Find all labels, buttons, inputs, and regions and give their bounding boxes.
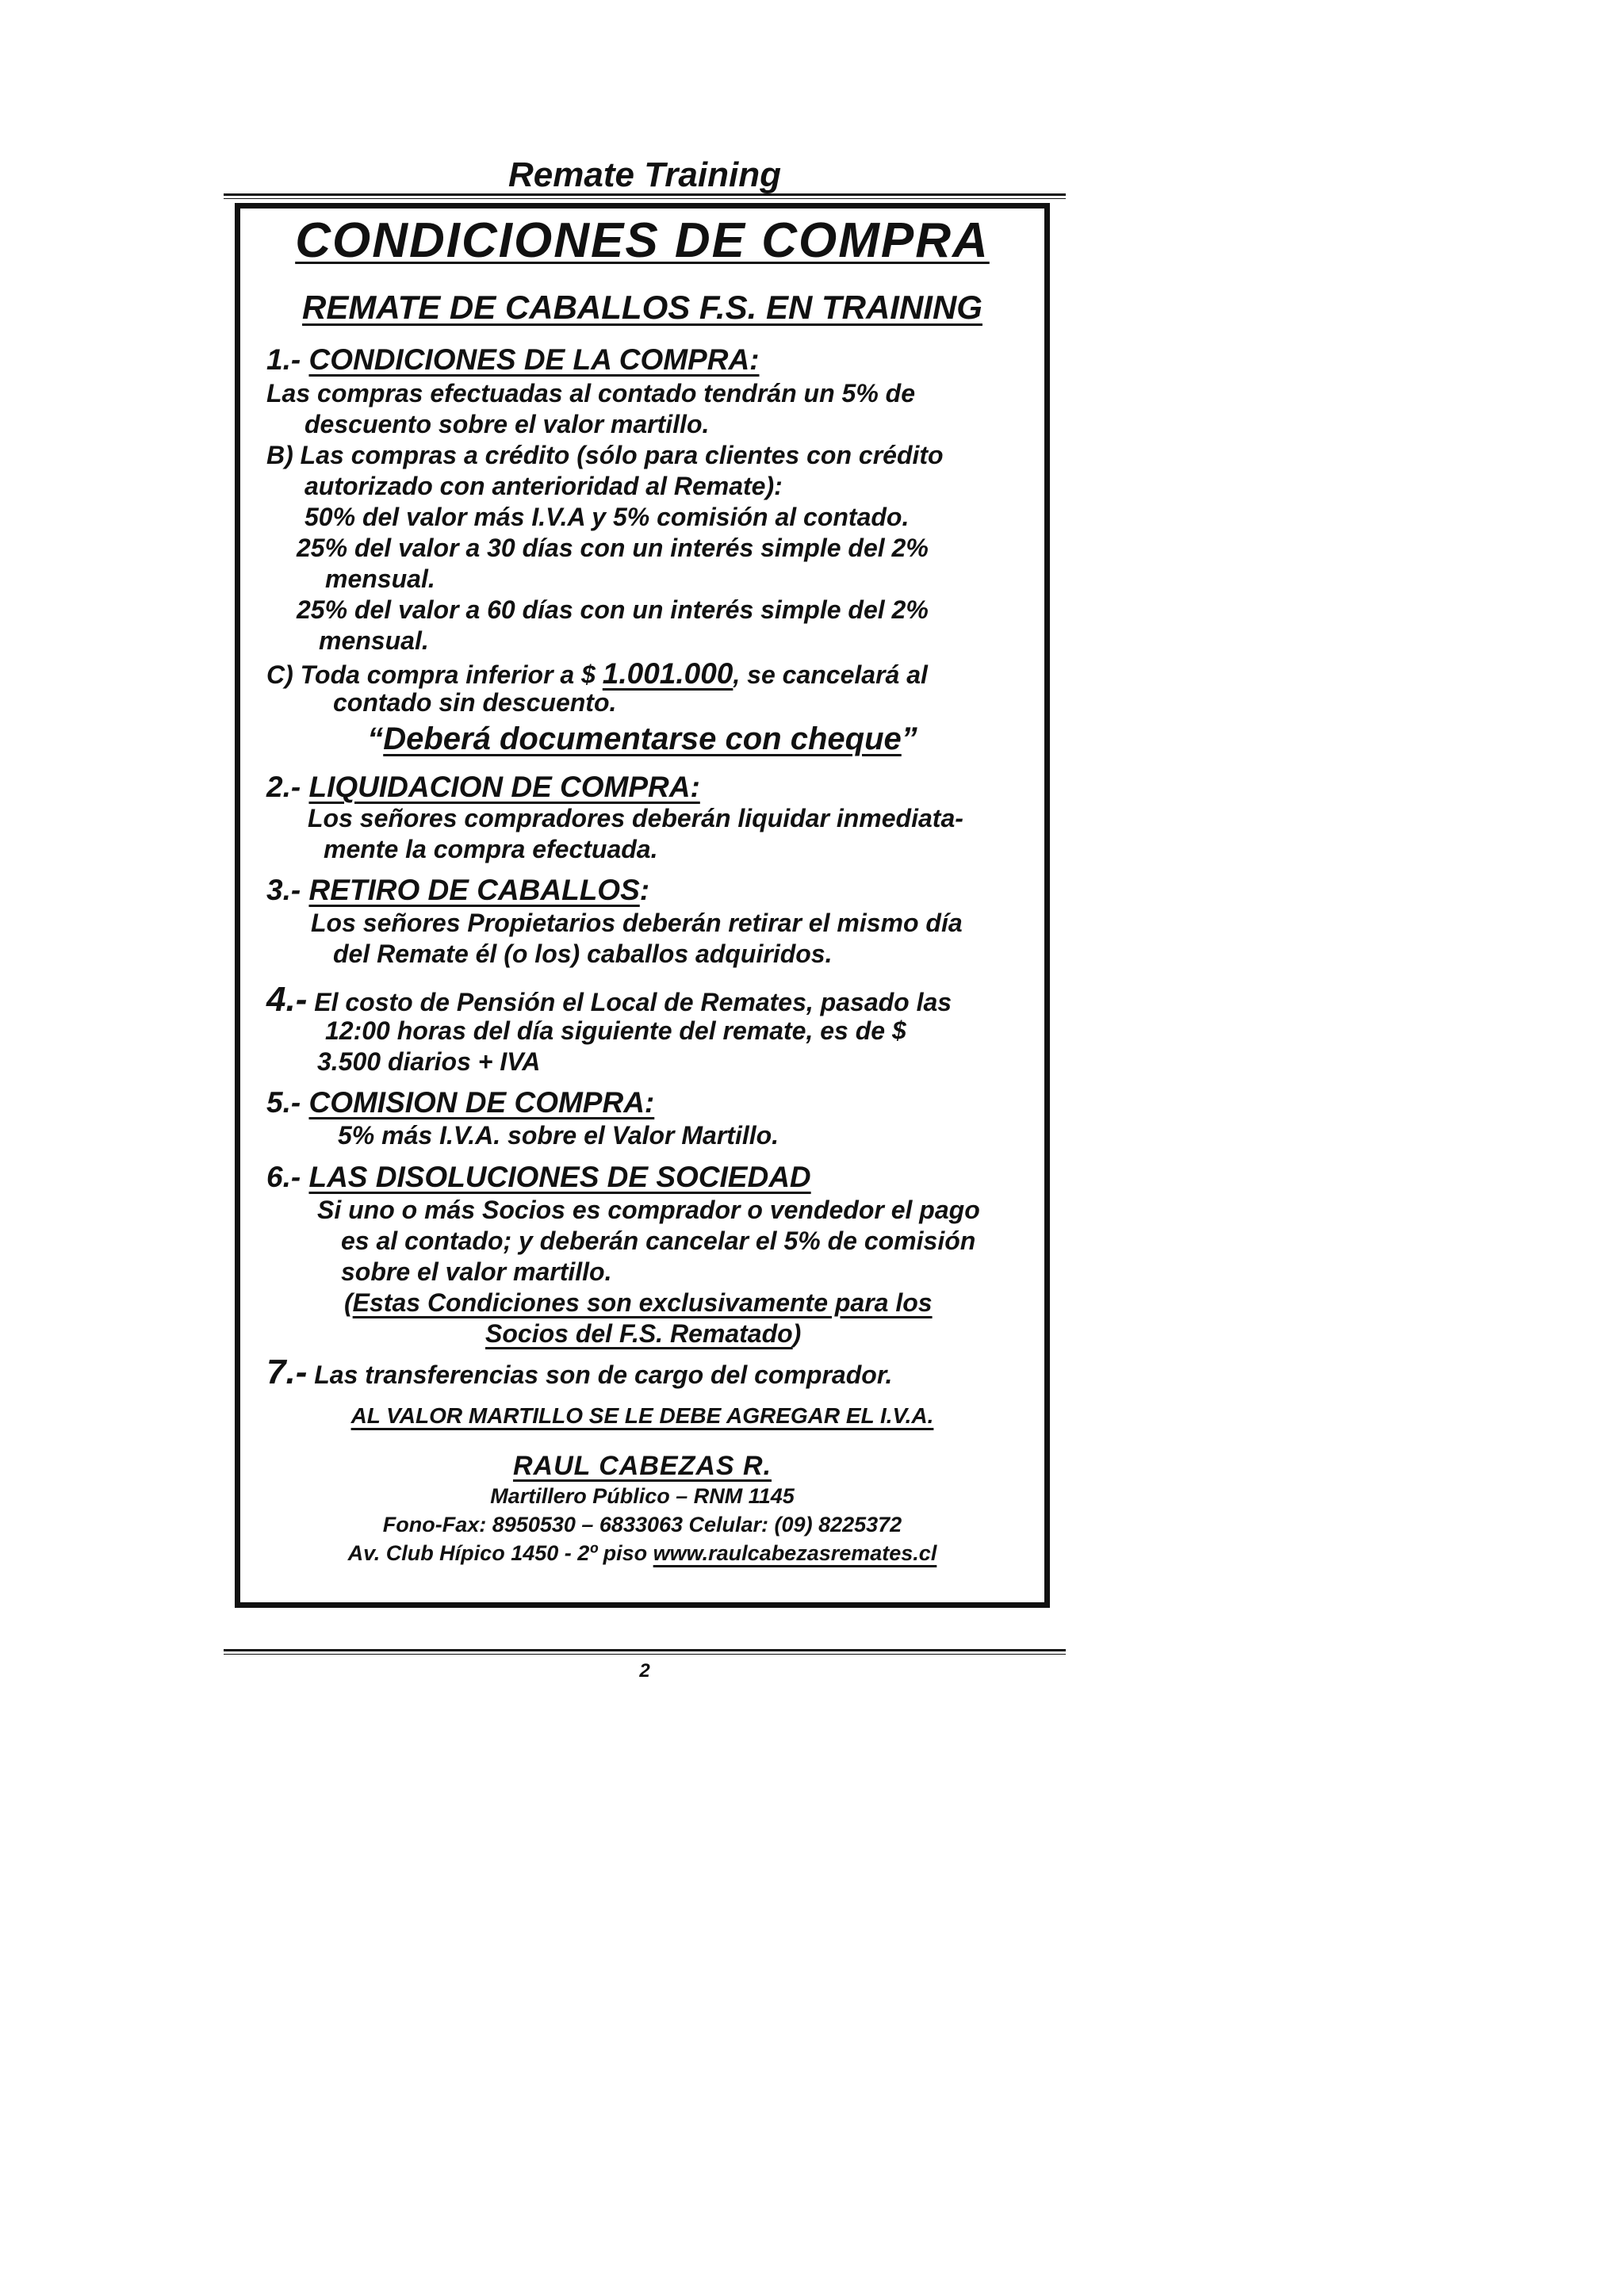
signature-role: Martillero Público – RNM 1145 (490, 1484, 795, 1508)
s1-line: contado sin descuento. (333, 688, 617, 717)
footer-rule (224, 1649, 1066, 1651)
signature-phone: Fono-Fax: 8950530 – 6833063 Celular: (09) 8225372 (382, 1513, 902, 1536)
signature-address: Av. Club Hípico 1450 - 2º piso www.raulcabezasremates.cl (347, 1541, 937, 1565)
s1-line: 25% del valor a 30 días con un interés simple del 2% (297, 534, 929, 562)
section-2-heading: 2.- LIQUIDACION DE COMPRA: (266, 771, 700, 803)
s1-line: 50% del valor más I.V.A y 5% comisión al contado. (304, 503, 910, 531)
s1-line: autorizado con anterioridad al Remate): (304, 472, 783, 500)
page-subtitle: REMATE DE CABALLOS F.S. EN TRAINING (302, 289, 982, 326)
s6-line: sobre el valor martillo. (341, 1257, 612, 1286)
s2-line: Los señores compradores deberán liquidar inmediata- (308, 804, 963, 832)
s2-line: mente la compra efectuada. (324, 835, 658, 863)
s3-line: Los señores Propietarios deberán retirar el mismo día (311, 909, 963, 937)
cheque-note: “Deberá documentarse con cheque” (367, 721, 917, 756)
page-title: CONDICIONES DE COMPRA (295, 213, 990, 268)
header-rule (224, 193, 1066, 196)
website-link[interactable]: www.raulcabezasremates.cl (653, 1541, 937, 1565)
iva-notice: AL VALOR MARTILLO SE LE DEBE AGREGAR EL I.V.A. (350, 1403, 934, 1428)
s1-line: mensual. (319, 626, 429, 655)
s4-line: 12:00 horas del día siguiente del remate, es de $ (325, 1016, 906, 1045)
s6-note: Socios del F.S. Rematado) (485, 1319, 802, 1348)
section-6-heading: 6.- LAS DISOLUCIONES DE SOCIEDAD (266, 1161, 811, 1193)
s3-line: del Remate él (o los) caballos adquiridos. (333, 939, 833, 968)
s4-line: 3.500 diarios + IVA (317, 1047, 541, 1076)
s1-line: mensual. (325, 564, 435, 593)
s1-line: Las compras efectuadas al contado tendrán un 5% de (266, 379, 915, 408)
section-1-heading: 1.- CONDICIONES DE LA COMPRA: (266, 343, 760, 376)
page-number: 2 (639, 1660, 650, 1682)
s1-line: 25% del valor a 60 días con un interés simple del 2% (297, 595, 929, 624)
section-4: 4.- El costo de Pensión el Local de Remates, pasado las (266, 980, 952, 1019)
s1-line: B) Las compras a crédito (sólo para clientes con crédito (266, 441, 944, 469)
header-rule-thin (224, 198, 1066, 199)
s1-line: descuento sobre el valor martillo. (304, 410, 710, 438)
section-7: 7.- Las transferencias son de cargo del comprador. (266, 1353, 893, 1391)
signature-name: RAUL CABEZAS R. (512, 1451, 772, 1481)
s6-line: Si uno o más Socios es comprador o vendedor el pago (317, 1196, 980, 1224)
running-head: Remate Training (508, 155, 781, 194)
s6-note: (Estas Condiciones son exclusivamente para los (344, 1288, 933, 1317)
footer-rule-thin (224, 1654, 1066, 1655)
s1-line: C) Toda compra inferior a $ 1.001.000, se cancelará al (266, 657, 928, 690)
section-5-heading: 5.- COMISION DE COMPRA: (266, 1086, 655, 1119)
s5-line: 5% más I.V.A. sobre el Valor Martillo. (338, 1121, 779, 1150)
s6-line: es al contado; y deberán cancelar el 5% de comisión (341, 1226, 976, 1255)
section-3-heading: 3.- RETIRO DE CABALLOS: (266, 874, 650, 906)
